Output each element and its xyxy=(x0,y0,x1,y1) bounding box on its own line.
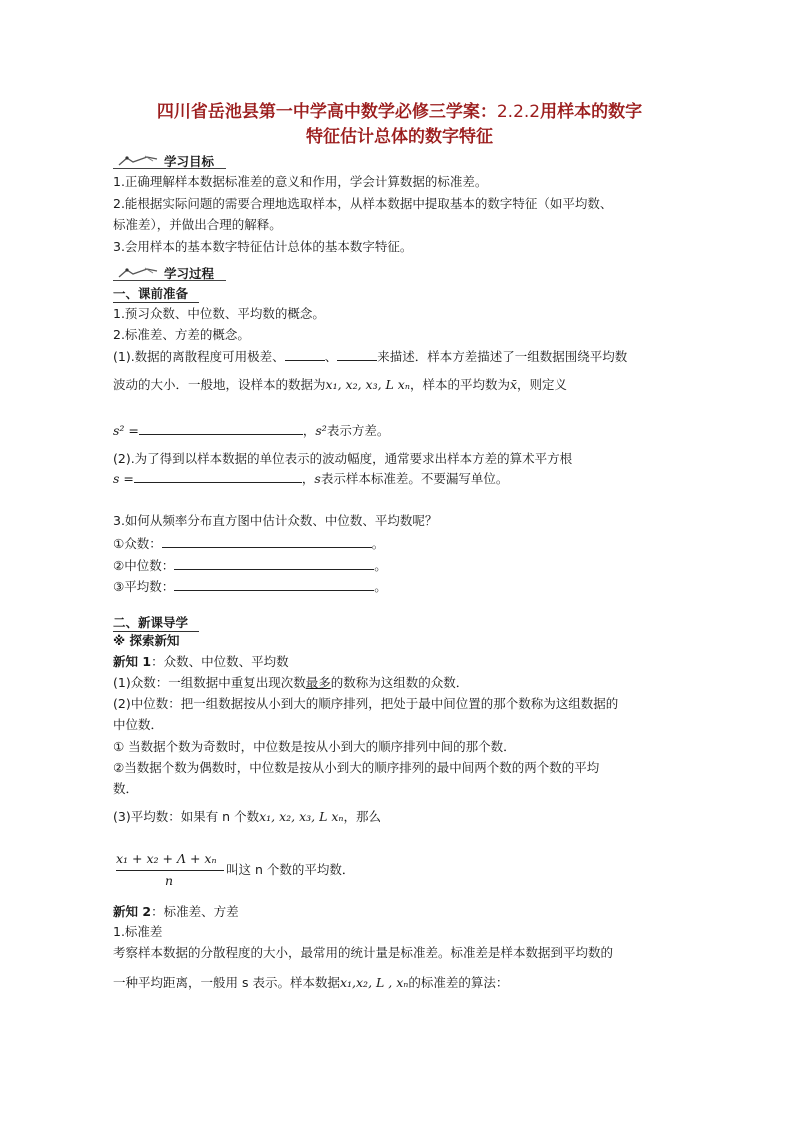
median-odd-rule: ① 当数据个数为奇数时，中位数是按从小到大的顺序排列中间的那个数． xyxy=(113,739,516,754)
new-lesson-title: 二、新课导学 xyxy=(113,614,199,632)
median-even-rule: ②当数据个数为偶数时，中位数是按从小到大的顺序排列的最中间两个数的两个数的平均 xyxy=(113,760,600,775)
goal-item-1: 1.正确理解样本数据标准差的意义和作用，学会计算数据的标准差。 xyxy=(113,174,488,189)
process-heading: 学习过程 xyxy=(164,266,215,281)
answer-blank[interactable] xyxy=(174,577,374,591)
goal-item-3: 3.会用样本的基本数字特征估计总体的基本数字特征。 xyxy=(113,239,413,254)
stddev-description: 考察样本数据的分散程度的大小，最常用的统计量是标准差。标准差是样本数据到平均数的 xyxy=(113,945,614,960)
question-3-mean: ③平均数： 。 xyxy=(113,579,387,594)
prep-item-1: 1.预习众数、中位数、平均数的概念。 xyxy=(113,306,325,321)
section-heading-goals xyxy=(113,152,226,169)
document-title xyxy=(112,100,687,150)
question-3: 3.如何从频率分布直方图中估计众数、中位数、平均数呢？ xyxy=(113,513,438,528)
answer-blank[interactable] xyxy=(162,534,372,548)
knowledge-2-heading: 新知 2：标准差、方差 xyxy=(113,904,239,919)
goals-heading: 学习目标 xyxy=(164,154,215,169)
prep-item-2-2: (2).为了得到以样本数据的单位表示的波动幅度，通常要求出样本方差的算术平方根 xyxy=(113,451,573,466)
question-3-mode: ①众数： 。 xyxy=(113,536,385,551)
stddev-title: 1.标准差 xyxy=(113,924,163,939)
goal-item-2-cont: 标准差），并做出合理的解释。 xyxy=(113,217,282,232)
title-version: 2.2.2 xyxy=(496,102,541,122)
pen-decoration-icon xyxy=(117,153,161,167)
sample-definition-line: 波动的大小．一般地，设样本的数据为x₁, x₂, x₃, L xₙ，样本的平均数为x̄，则定义 xyxy=(113,377,568,392)
explore-heading: ※ 探索新知 xyxy=(113,633,180,648)
pen-decoration-icon xyxy=(117,265,161,279)
median-even-rule-cont: 数． xyxy=(113,781,139,796)
prep-title: 一、课前准备 xyxy=(113,285,199,303)
stddev-blank[interactable] xyxy=(134,469,302,483)
mean-formula-numerator: x₁ + x₂ + Λ + xₙ xyxy=(116,851,217,866)
median-definition-cont: 中位数． xyxy=(113,717,164,732)
answer-blank[interactable] xyxy=(285,347,325,361)
median-definition: (2)中位数：把一组数据按从小到大的顺序排列，把处于最中间位置的那个数称为这组数据的 xyxy=(113,696,619,711)
variance-blank[interactable] xyxy=(139,421,303,435)
sample-sequence: x₁, x₂, x₃, L xₙ xyxy=(325,377,410,392)
mean-formula-denominator: n xyxy=(165,873,174,888)
title-main: 四川省岳池县第一中学高中数学必修三学案： xyxy=(156,102,497,122)
knowledge-1-heading: 新知 1：众数、中位数、平均数 xyxy=(113,654,289,669)
prep-item-2: 2.标准差、方差的概念。 xyxy=(113,327,250,342)
mean-definition: (3)平均数：如果有 n 个数x₁, x₂, x₃, L xₙ，那么 xyxy=(113,809,382,824)
title-rest: 用样本的数字 xyxy=(540,102,643,122)
answer-blank[interactable] xyxy=(174,556,374,570)
goal-item-2: 2.能根据实际问题的需要合理地选取样本，从样本数据中提取基本的数字特征（如平均数、 xyxy=(113,196,613,211)
sample-sequence-2: x₁,x₂, L , xₙ xyxy=(339,975,409,990)
prep-item-2-1: (1).数据的离散程度可用极差、 、 来描述．样本方差描述了一组数据围绕平均数 xyxy=(113,349,628,364)
stddev-description-cont: 一种平均距离，一般用 s 表示。样本数据x₁,x₂, L , xₙ的标准差的算法： xyxy=(113,975,509,990)
answer-blank[interactable] xyxy=(337,347,377,361)
mode-definition: (1)众数：一组数据中重复出现次数最多的数称为这组数的众数． xyxy=(113,675,469,690)
stddev-line: s = ，s表示样本标准差。不要漏写单位。 xyxy=(113,471,509,486)
question-3-median: ②中位数： 。 xyxy=(113,558,387,573)
fraction-bar xyxy=(116,870,224,871)
variance-line: s² = ，s²表示方差。 xyxy=(113,423,390,438)
title-line2: 特征估计总体的数字特征 xyxy=(306,127,493,147)
sample-mean-symbol: x̄ xyxy=(509,377,518,392)
mean-formula-caption: 叫这 n 个数的平均数． xyxy=(226,862,355,877)
section-heading-process xyxy=(113,264,226,281)
